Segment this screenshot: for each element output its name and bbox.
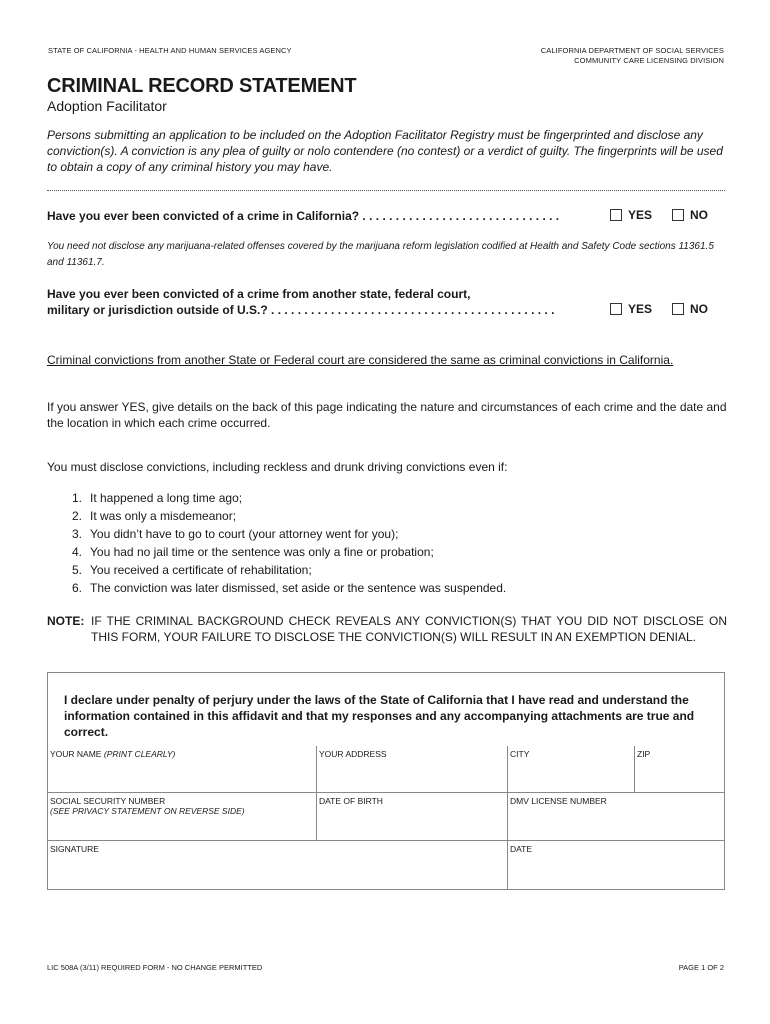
q1-yes-checkbox[interactable] bbox=[610, 208, 652, 222]
no-label: NO bbox=[690, 208, 709, 222]
list-item bbox=[40, 525, 506, 543]
field-label: ZIP bbox=[637, 749, 651, 759]
yes-label: YES bbox=[628, 302, 653, 316]
field-hint: (SEE PRIVACY STATEMENT ON REVERSE SIDE) bbox=[50, 806, 245, 816]
list-text: You received a certificate of rehabilitation; bbox=[90, 563, 312, 577]
list-item bbox=[40, 489, 506, 507]
signature-field[interactable] bbox=[48, 841, 508, 889]
date-field[interactable] bbox=[508, 841, 724, 889]
question-other-jurisdiction bbox=[47, 286, 602, 318]
field-label: YOUR NAME bbox=[50, 749, 102, 759]
address-field[interactable] bbox=[317, 746, 508, 793]
declaration-text: I declare under penalty of perjury under the laws of the State of California that I have read and understand the information contained in this affidavit and that my responses and any accompanying attachments are true and correct. bbox=[64, 693, 695, 739]
intro-paragraph: Persons submitting an application to be included on the Adoption Facilitator Registry must be fingerprinted and disclose any conviction(s). A conviction is any plea of guilty or nolo contendere (no contest) or a verdict of guilty. The fingerprints will be used to obtain a copy of any criminal history you may have. bbox=[47, 128, 723, 174]
note-block bbox=[47, 613, 727, 645]
list-text: The conviction was later dismissed, set aside or the sentence was suspended. bbox=[90, 581, 507, 595]
dob-field[interactable] bbox=[317, 793, 508, 841]
field-hint: (PRINT CLEARLY) bbox=[103, 749, 176, 759]
city-field[interactable] bbox=[508, 746, 635, 793]
field-label: SIGNATURE bbox=[50, 844, 99, 854]
q2-choices bbox=[610, 302, 708, 316]
list-number: 3. bbox=[71, 527, 82, 541]
department-line: CALIFORNIA DEPARTMENT OF SOCIAL SERVICES bbox=[540, 46, 724, 55]
checkbox-icon[interactable] bbox=[610, 303, 622, 315]
list-item bbox=[40, 507, 506, 525]
list-item bbox=[40, 543, 506, 561]
dmv-field[interactable] bbox=[508, 793, 724, 841]
no-label: NO bbox=[690, 302, 709, 316]
page-number: PAGE 1 OF 2 bbox=[678, 963, 724, 972]
checkbox-icon[interactable] bbox=[672, 209, 684, 221]
q2-yes-checkbox[interactable] bbox=[610, 302, 652, 316]
q1-choices bbox=[610, 208, 708, 222]
list-text: It was only a misdemeanor; bbox=[90, 509, 237, 523]
list-text: You had no jail time or the sentence was only a fine or probation; bbox=[90, 545, 434, 559]
form-subtitle: Adoption Facilitator bbox=[47, 98, 167, 114]
division-line: COMMUNITY CARE LICENSING DIVISION bbox=[574, 56, 724, 65]
department-header bbox=[541, 46, 724, 66]
agency-header: STATE OF CALIFORNIA - HEALTH AND HUMAN SERVICES AGENCY bbox=[48, 46, 292, 55]
list-number: 6. bbox=[71, 581, 82, 595]
q2-no-checkbox[interactable] bbox=[672, 302, 708, 316]
form-number: LIC 508A (3/11) REQUIRED FORM - NO CHANGE PERMITTED bbox=[47, 963, 263, 972]
field-label: DMV LICENSE NUMBER bbox=[510, 796, 607, 806]
list-text: It happened a long time ago; bbox=[90, 491, 243, 505]
question-line: military or jurisdiction outside of U.S.? . . . . . . . . . . . . . . . . . . . . . . . . . . . . . . . . . . . . . . . . . . . bbox=[47, 303, 555, 317]
disclose-intro: You must disclose convictions, including reckless and drunk driving convictions even if: bbox=[47, 460, 508, 474]
details-instructions: If you answer YES, give details on the back of this page indicating the nature and circumstances of each crime and the date and the location in which each crime occurred. bbox=[47, 400, 727, 430]
list-number: 5. bbox=[71, 563, 82, 577]
field-label: DATE OF BIRTH bbox=[319, 796, 383, 806]
checkbox-icon[interactable] bbox=[672, 303, 684, 315]
yes-label: YES bbox=[628, 208, 653, 222]
list-text: You didn’t have to go to court (your attorney went for you); bbox=[90, 527, 399, 541]
checkbox-icon[interactable] bbox=[610, 209, 622, 221]
q1-no-checkbox[interactable] bbox=[672, 208, 708, 222]
question-california: Have you ever been convicted of a crime in California? . . . . . . . . . . . . . . . . . . . . . . . . . . . . . . bbox=[47, 209, 560, 223]
divider bbox=[47, 190, 725, 191]
field-label: SOCIAL SECURITY NUMBER bbox=[50, 796, 166, 806]
declaration-box bbox=[47, 672, 725, 890]
field-label: YOUR ADDRESS bbox=[319, 749, 387, 759]
field-label: CITY bbox=[510, 749, 530, 759]
name-field[interactable] bbox=[48, 746, 317, 793]
disclosure-list bbox=[40, 489, 506, 597]
note-label: NOTE: bbox=[47, 614, 85, 628]
form-title: CRIMINAL RECORD STATEMENT bbox=[47, 75, 357, 97]
list-number: 1. bbox=[71, 491, 82, 505]
note-text: IF THE CRIMINAL BACKGROUND CHECK REVEALS ANY CONVICTION(S) THAT YOU DID NOT DISCLOSE ON THIS FORM, YOUR FAILURE TO DISCLOSE THE CONVICTION(S) WILL RESULT IN AN EXEMPTION DENIAL. bbox=[91, 614, 727, 644]
list-number: 4. bbox=[71, 545, 82, 559]
marijuana-note: You need not disclose any marijuana-related offenses covered by the marijuana reform legislation codified at Health and Safety Code sections 11361.5 and 11361.7. bbox=[47, 241, 714, 268]
question-line: Have you ever been convicted of a crime from another state, federal court, bbox=[47, 287, 471, 301]
ssn-field[interactable] bbox=[48, 793, 317, 841]
list-item bbox=[40, 561, 506, 579]
federal-note: Criminal convictions from another State or Federal court are considered the same as criminal convictions in California. bbox=[47, 353, 674, 367]
field-label: DATE bbox=[510, 844, 533, 854]
zip-field[interactable] bbox=[635, 746, 724, 793]
list-item bbox=[40, 579, 506, 597]
list-number: 2. bbox=[71, 509, 82, 523]
